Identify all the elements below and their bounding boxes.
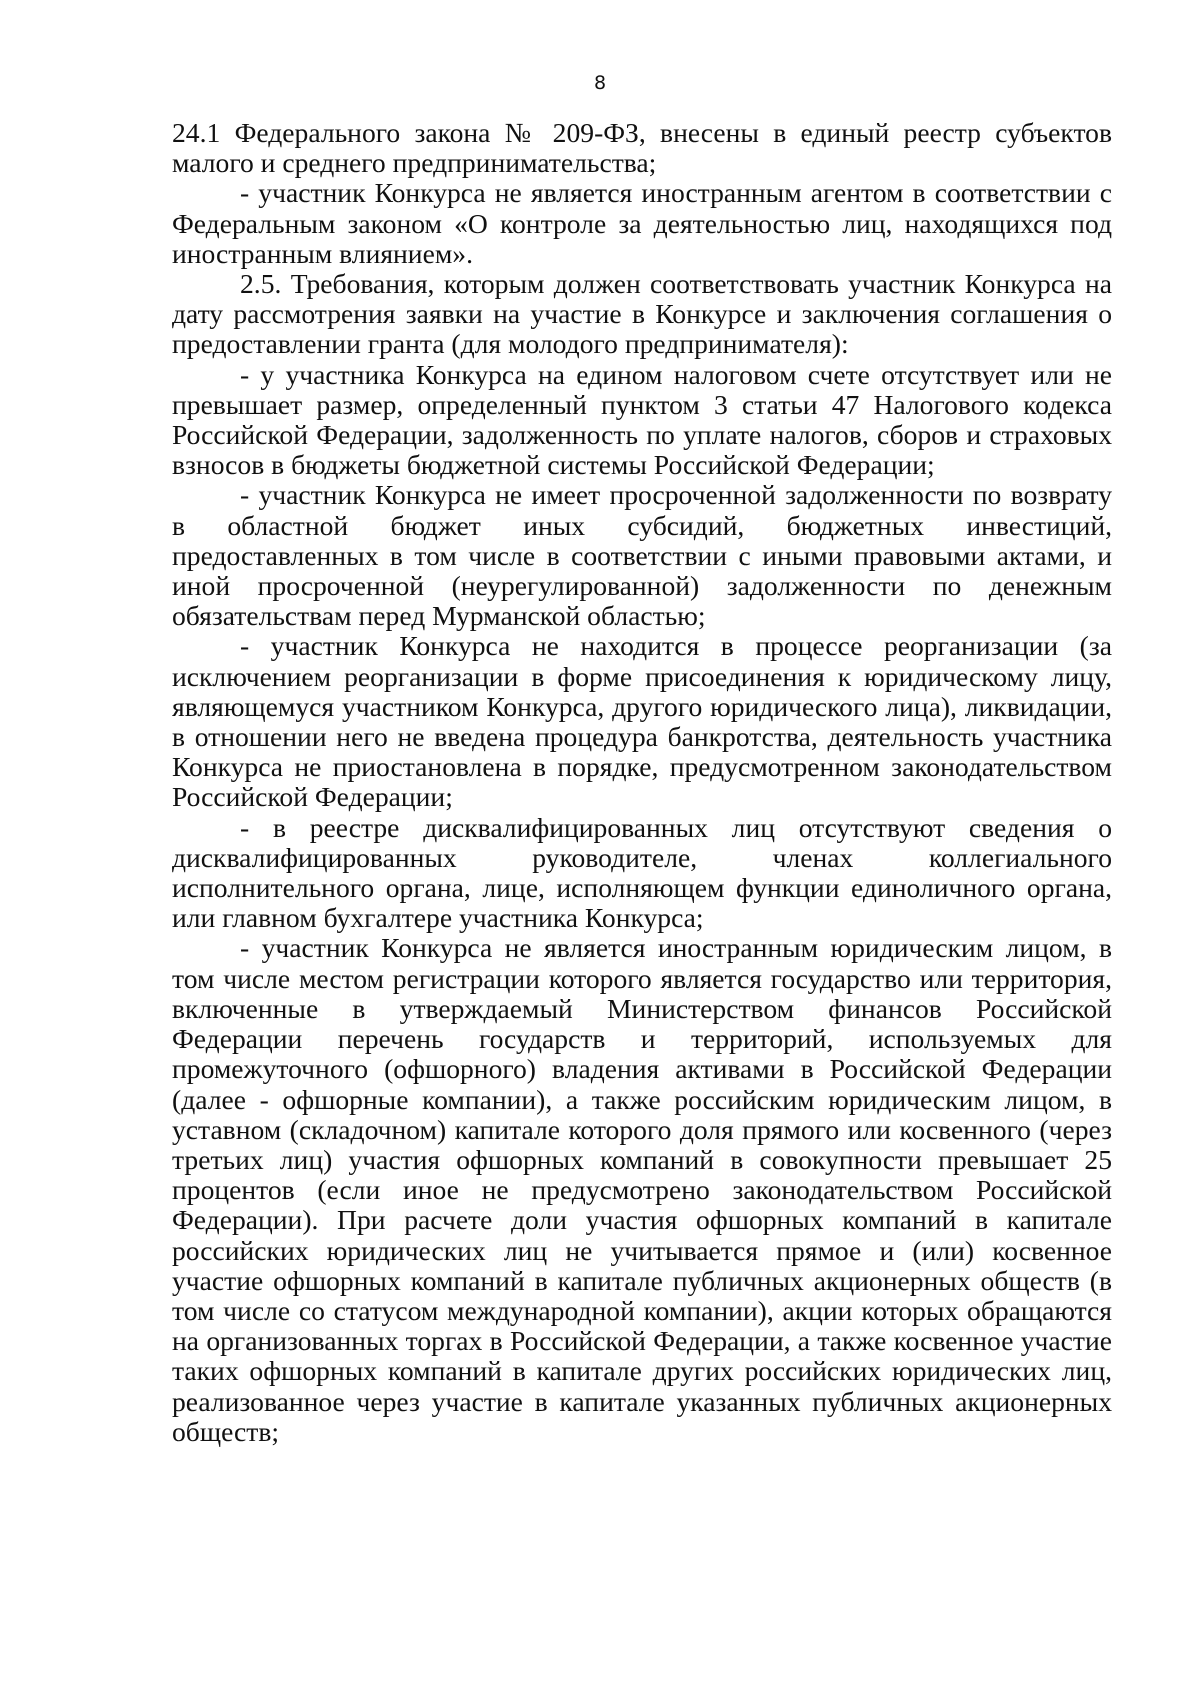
paragraph-foreign-agent: - участник Конкурса не является иностранным агентом в соответствии с Федеральным законом «О контроле за деятельностью лиц, находящихся под иностранным влиянием». — [172, 177, 1112, 269]
paragraph-disqualified-persons: - в реестре дисквалифицированных лиц отсутствуют сведения о дисквалифицированных руководителе, членах коллегиального исполнительного органа, лице, исполняющем функции единоличного органа, или главном бухгалтере участника Конкурса; — [172, 811, 1112, 934]
document-body — [172, 118, 1112, 1447]
page-number: 8 — [593, 72, 607, 94]
paragraph-overdue-debt: - участник Конкурса не имеет просроченной задолженности по возврату в областной бюджет иных субсидий, бюджетных инвестиций, предоставленных в том числе в соответствии с иными правовыми актами, и иной просроченной (неурегулированной) задолженности по денежным обязательствам перед Мурманской областью; — [172, 479, 1112, 632]
paragraph-offshore: - участник Конкурса не является иностранным юридическим лицом, в том числе местом регистрации которого является государство или территория, включенные в утверждаемый Министерством финансов Российской Федерации перечень государств и территорий, используемых для промежуточного (офшорного) владения активами в Российской Федерации (далее - офшорные компании), а также российским юридическим лицом, в уставном (складочном) капитале которого доля прямого или косвенного (через третьих лиц) участия офшорных компаний в совокупности превышает 25 процентов (если иное не предусмотрено законодательством Российской Федерации). При расчете доли участия офшорных компаний в капитале российских юридических лиц не учитывается прямое и (или) косвенное участие офшорных компаний в капитале публичных акционерных обществ (в том числе со статусом международной компании), акции которых обращаются на организованных торгах в Российской Федерации, а также косвенное участие таких офшорных компаний в капитале других российских юридических лиц, реализованное через участие в капитале указанных публичных акционерных обществ; — [172, 932, 1112, 1447]
paragraph-continuation: 24.1 Федерального закона № 209-ФЗ, внесены в единый реестр субъектов малого и среднего предпринимательства; — [172, 117, 1112, 179]
paragraph-tax-debt: - у участника Конкурса на едином налоговом счете отсутствует или не превышает размер, определенный пунктом 3 статьи 47 Налогового кодекса Российской Федерации, задолженность по уплате налогов, сборов и страховых взносов в бюджеты бюджетной системы Российской Федерации; — [172, 358, 1112, 481]
paragraph-reorganization: - участник Конкурса не находится в процессе реорганизации (за исключением реорганизации в форме присоединения к юридическому лицу, являющемуся участником Конкурса, другого юридического лица), ликвидации, в отношении него не введена процедура банкротства, деятельность участника Конкурса не приостановлена в порядке, предусмотренном законодательством Российской Федерации; — [172, 630, 1112, 813]
paragraph-section-2-5: 2.5. Требования, которым должен соответствовать участник Конкурса на дату рассмотрения заявки на участие в Конкурсе и заключения соглашения о предоставлении гранта (для молодого предпринимателя): — [172, 268, 1112, 360]
